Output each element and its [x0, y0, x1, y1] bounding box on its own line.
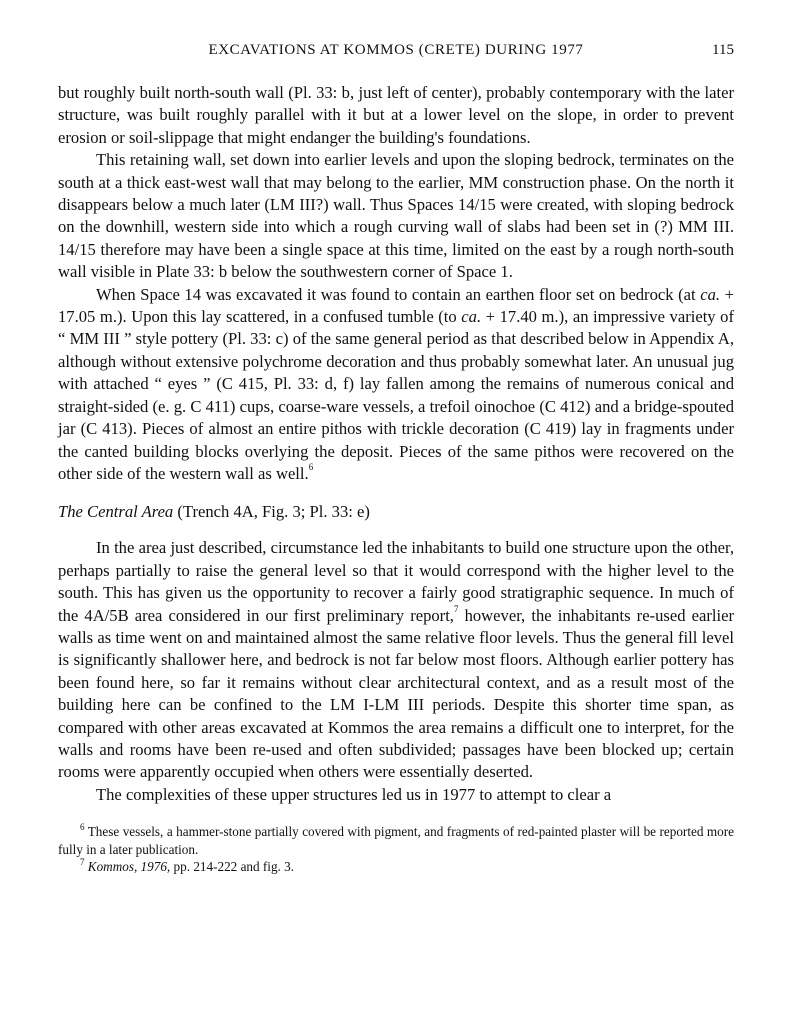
paragraph-central-area [58, 537, 734, 783]
paragraph-space-14-text: When Space 14 was excavated it was found to contain an earthen floor set on bedrock (at ca. + 17.05 m.). Upon this lay scattered, in a confused tumble (to ca. + 17.40 m.), an impressive variety of “ MM III ” style pottery (Pl. 33: c) of the same general period as that described below in Appendix A, although without extensive polychrome decoration and thus probably somewhat later. An unusual jug with attached “ eyes ” (C 415, Pl. 33: d, f) lay fallen among the remains of numerous conical and straight-sided (e. g. C 411) cups, coarse-ware vessels, a trefoil oinochoe (C 412) and a bridge-spouted jar (C 413). Pieces of almost an entire pithos with trickle decoration (C 419) lay in fragments under the canted building blocks overlying the deposit. Pieces of the same pithos were recovered on the other side of the western wall as well. [58, 284, 734, 483]
footnote-7 [58, 858, 734, 876]
footnotes [58, 823, 734, 876]
page-number: 115 [712, 42, 734, 58]
italic-ca: ca. [461, 307, 482, 327]
paragraph-complexities: The complexities of these upper structures led us in 1977 to attempt to clear a [96, 784, 612, 804]
paragraph-retaining-wall: This retaining wall, set down into earlier levels and upon the sloping bedrock, terminates on the south at a thick east-west wall that may belong to the earlier, MM construction phase. On the north it disappears below a much later (LM III?) wall. Thus Spaces 14/15 were created, with sloping bedrock on the downhill, western side into which a rough curving wall of slabs had been set in (?) MM III. 14/15 therefore may have been a single space at this time, limited on the east by a rough north-south wall visible in Plate 33: b below the southwestern corner of Space 1. [58, 150, 734, 282]
footnote-7-text: pp. 214-222 and fig. 3. [170, 859, 295, 875]
section-heading [58, 501, 734, 523]
running-head [58, 38, 734, 60]
footnote-7-title: Kommos, 1976, [84, 859, 171, 875]
footnote-7-marker: 7 [80, 857, 85, 868]
paragraph-central-area-part1: In the area just described, circumstance led the inhabitants to build one structure upon the other, perhaps partially to raise the general level so that it would correspond with the higher level to the south. This has given us the opportunity to recover a fairly good stratigraphic sequence. In much of the 4A/5B area considered in our first preliminary report, [58, 538, 734, 625]
body-text [58, 82, 734, 806]
footnote-ref-6: 6 [308, 461, 314, 472]
page [58, 38, 734, 876]
paragraph-space-14 [58, 284, 734, 486]
section-subtitle: (Trench 4A, Fig. 3; Pl. 33: e) [173, 502, 370, 522]
italic-ca: ca. [700, 284, 721, 304]
running-title: EXCAVATIONS AT KOMMOS (CRETE) DURING 1977 [208, 42, 584, 58]
footnote-6 [58, 823, 734, 858]
paragraph-central-area-part2: however, the inhabitants re-used earlier walls as time went on and maintained almost the same relative floor levels. Thus the general fill level is significantly shallower here, and bedrock is not far below most floors. Although earlier pottery has been found here, so far it remains without clear architectural context, and as a result most of the building here can be confined to the LM I-LM III periods. Despite this shorter time span, as compared with other areas excavated at Kommos the area remains a difficult one to interpret, for the walls and rooms have been re-used and often subdivided; passages have been blocked up; certain rooms were apparently occupied when others were essentially deserted. [58, 605, 734, 782]
paragraph-continued: but roughly built north-south wall (Pl. 33: b, just left of center), probably contemporary with the later structure, was built roughly parallel with it but at a lower level on the slope, in order to prevent erosion or soil-slippage that might endanger the building's foundations. [58, 83, 734, 147]
section-title: The Central Area [58, 502, 174, 522]
footnote-6-text: These vessels, a hammer-stone partially covered with pigment, and fragments of red-painted plaster will be reported more fully in a later publication. [58, 824, 734, 857]
footnote-ref-7: 7 [453, 603, 459, 614]
footnote-6-marker: 6 [80, 822, 85, 833]
